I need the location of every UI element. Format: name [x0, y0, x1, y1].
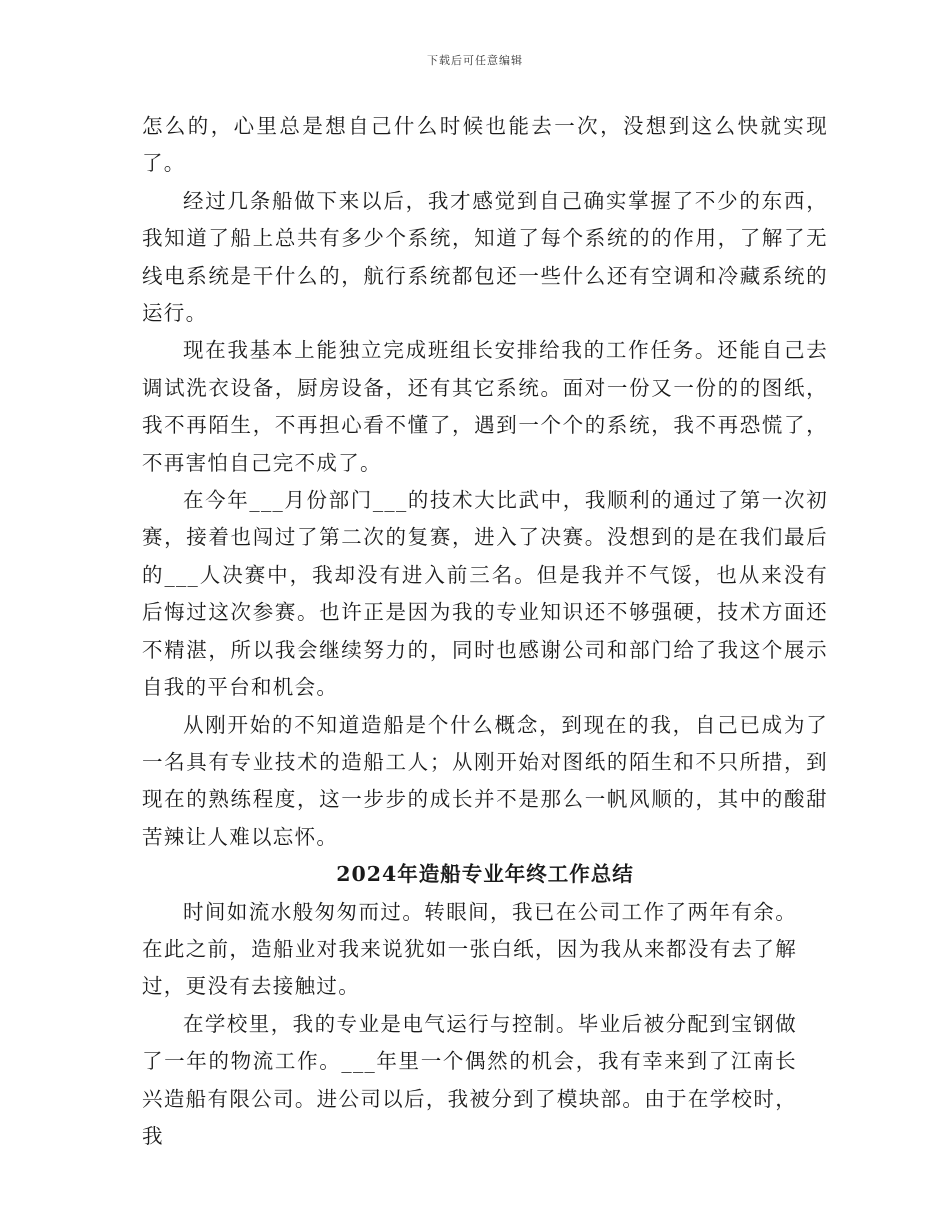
paragraph: 经过几条船做下来以后，我才感觉到自己确实掌握了不少的东西，我知道了船上总共有多少个系统，知道了每个系统的的作用，了解了无线电系统是干什么的，航行系统都包还一些什么还有空调和冷藏系统的运行。: [142, 188, 828, 326]
paragraph: 从刚开始的不知道造船是个什么概念，到现在的我，自己已成为了一名具有专业技术的造船工人；从刚开始对图纸的陌生和不只所措，到现在的熟练程度，这一步步的成长并不是那么一帆风顺的，其中的酸甜苦辣让人难以忘怀。: [142, 712, 828, 849]
section-title: 2024年造船专业年终工作总结: [336, 862, 634, 887]
paragraph: 在学校里，我的专业是电气运行与控制。毕业后被分配到宝钢做了一年的物流工作。___年里一个偶然的机会，我有幸来到了江南长兴造船有限公司。进公司以后，我被分到了模块部。由于在学校时，我: [142, 1011, 797, 1148]
paragraph: 时间如流水般匆匆而过。转眼间，我已在公司工作了两年有余。在此之前，造船业对我来说犹如一张白纸，因为我从来都没有去了解过，更没有去接触过。: [142, 899, 797, 999]
page-header: 下载后可任意编辑: [427, 54, 523, 67]
paragraph: 怎么的，心里总是想自己什么时候也能去一次，没想到这么快就实现了。: [142, 114, 828, 176]
document-body: [142, 108, 828, 1155]
paragraph: 在今年___月份部门___的技术大比武中，我顺利的通过了第一次初赛，接着也闯过了第二次的复赛，进入了决赛。没想到的是在我们最后的___人决赛中，我却没有进入前三名。但是我并不气馁，也从来没有后悔过这次参赛。也许正是因为我的专业知识还不够强硬，技术方面还不精湛，所以我会继续努力的，同时也感谢公司和部门给了我这个展示自我的平台和机会。: [142, 488, 828, 700]
paragraph: 现在我基本上能独立完成班组长安排给我的工作任务。还能自己去调试洗衣设备，厨房设备，还有其它系统。面对一份又一份的的图纸，我不再陌生，不再担心看不懂了，遇到一个个的系统，我不再恐慌了，不再害怕自己完不成了。: [142, 338, 828, 475]
